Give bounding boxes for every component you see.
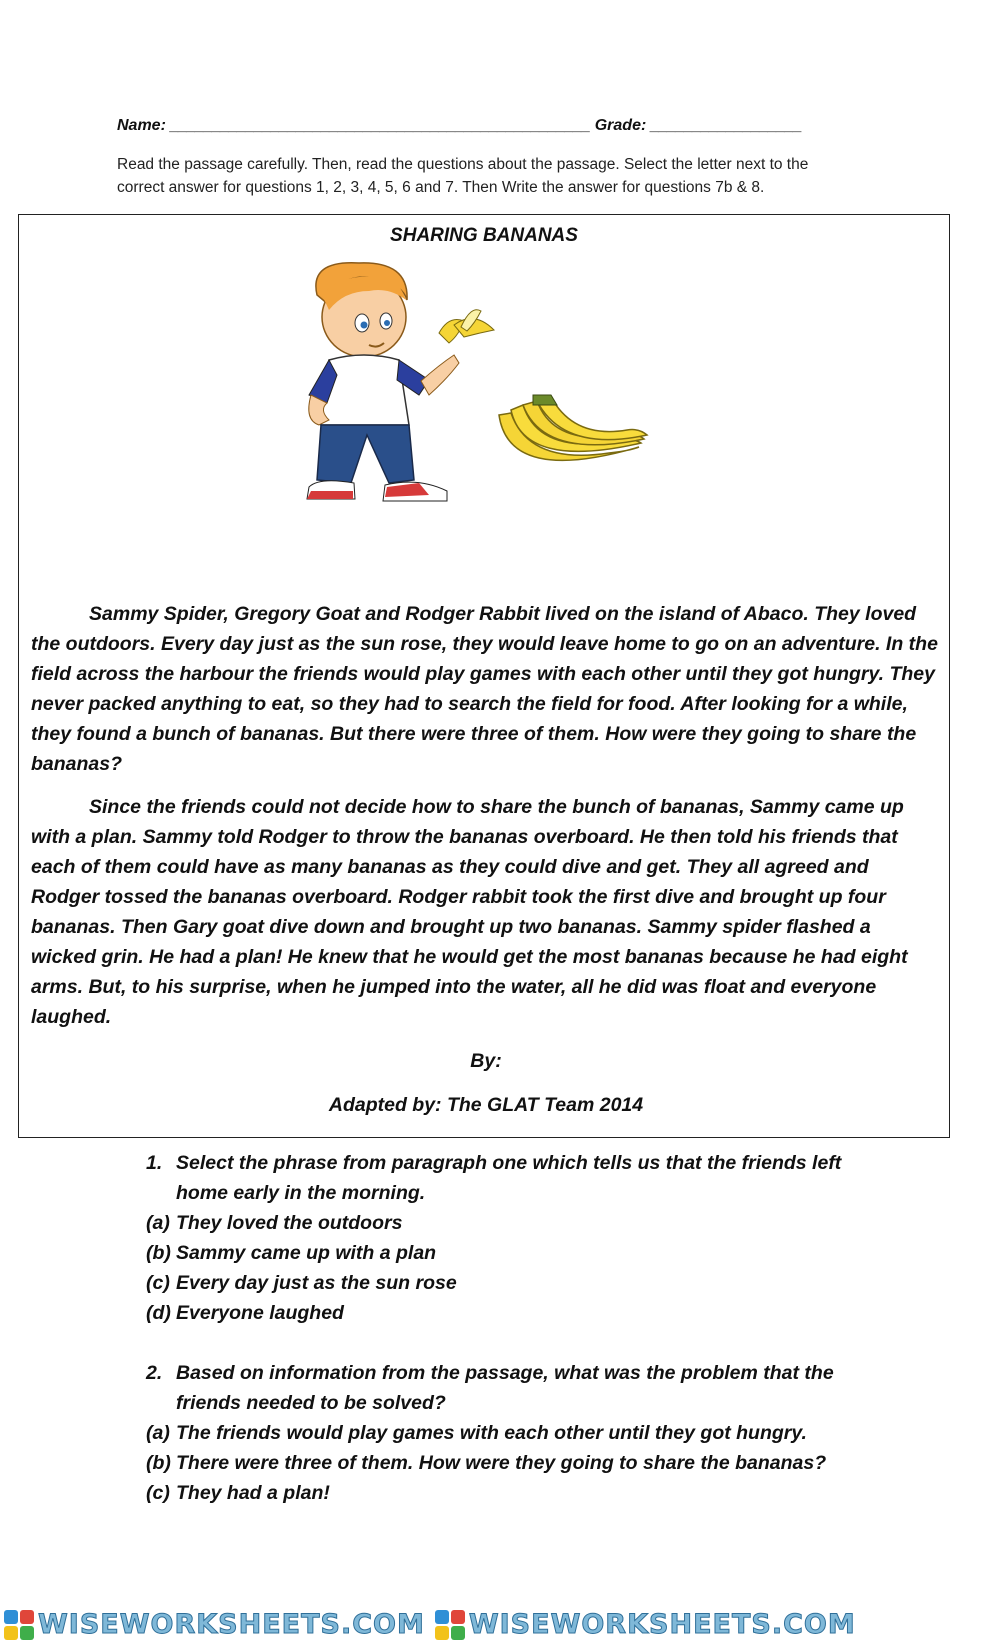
banana-bunch xyxy=(499,395,647,460)
logo-square xyxy=(435,1626,449,1640)
option-letter: (c) xyxy=(146,1272,170,1294)
boy-with-bananas-illustration xyxy=(289,255,709,515)
watermark xyxy=(435,1609,856,1640)
story-text xyxy=(31,599,941,1133)
adapted-by: Adapted by: The GLAT Team 2014 xyxy=(328,1094,644,1116)
instructions: Read the passage carefully. Then, read the questions about the passage. Select the letter next to the correct answer for questions 1, 2, 3, 4, 5, 6 and 7. Then Write the answer for questions 7b & 8. xyxy=(117,156,809,196)
option-letter: (a) xyxy=(146,1422,170,1444)
story-paragraph-2: Since the friends could not decide how to share the bunch of bananas, Sammy came up with a plan. Sammy told Rodger to throw the bananas overboard. He then told his friends that each of them could have as many bananas as they could dive and get. They all agreed and Rodger tossed the bananas overboard. Rodger rabbit took the first dive and brought up four bananas. Then Gary goat dive down and brought up two bananas. Sammy spider flashed a wicked grin. He had a plan! He knew that he would get the most bananas because he had eight arms. But, to his surprise, when he jumped into the water, all he did was float and everyone laughed. xyxy=(31,796,908,1028)
logo-square xyxy=(451,1626,465,1640)
option-letter: (b) xyxy=(146,1242,171,1264)
watermark xyxy=(4,1609,425,1640)
by-label: By: xyxy=(470,1050,502,1072)
question-stem xyxy=(146,1148,886,1208)
wiseworksheets-logo-icon xyxy=(4,1610,34,1640)
logo-square xyxy=(20,1610,34,1624)
logo-square xyxy=(4,1610,18,1624)
logo-square xyxy=(435,1610,449,1624)
passage-title: SHARING BANANAS xyxy=(390,225,578,246)
grade-label: Grade: xyxy=(594,117,647,134)
logo-square xyxy=(20,1626,34,1640)
option-text: Sammy came up with a plan xyxy=(176,1242,437,1264)
question-1 xyxy=(146,1148,886,1328)
question-text: Based on information from the passage, what was the problem that the friends needed to be solved? xyxy=(176,1362,834,1414)
option-text: Everyone laughed xyxy=(176,1302,344,1324)
wiseworksheets-logo-icon xyxy=(435,1610,465,1640)
option-letter: (a) xyxy=(146,1212,170,1234)
option-letter: (d) xyxy=(146,1302,171,1324)
answer-option[interactable] xyxy=(146,1238,886,1268)
answer-option[interactable] xyxy=(146,1448,886,1478)
header-line xyxy=(117,117,802,135)
watermark-text: WISEWORKSHEETS.COM xyxy=(468,1609,856,1640)
question-number: 1. xyxy=(146,1152,163,1174)
option-text: Every day just as the sun rose xyxy=(176,1272,457,1294)
question-number: 2. xyxy=(146,1362,163,1384)
passage-box xyxy=(18,214,950,1138)
option-text: The friends would play games with each other until they got hungry. xyxy=(176,1422,807,1444)
option-text: They loved the outdoors xyxy=(176,1212,403,1234)
option-letter: (b) xyxy=(146,1452,171,1474)
answer-option[interactable] xyxy=(146,1268,886,1298)
option-text: They had a plan! xyxy=(176,1482,330,1504)
watermark-footer xyxy=(0,1606,1000,1643)
name-label: Name: xyxy=(117,117,166,134)
name-field[interactable]: __________________________________________________ xyxy=(170,117,591,134)
option-text: There were three of them. How were they going to share the bananas? xyxy=(176,1452,827,1474)
questions-section xyxy=(146,1148,886,1538)
watermark-text: WISEWORKSHEETS.COM xyxy=(38,1609,425,1640)
answer-option[interactable] xyxy=(146,1298,886,1328)
question-2 xyxy=(146,1358,886,1508)
peeled-banana xyxy=(439,310,494,343)
logo-square xyxy=(4,1626,18,1640)
story-paragraph-1: Sammy Spider, Gregory Goat and Rodger Rabbit lived on the island of Abaco. They loved the outdoors. Every day just as the sun rose, they would leave home to go on an adventure. In the field across the harbour the friends would play games with each other until they got hungry. They never packed anything to eat, so they had to search the field for food. After looking for a while, they found a bunch of bananas. But there were three of them. How were they going to share the bananas? xyxy=(31,603,938,775)
question-stem xyxy=(146,1358,886,1418)
boy-figure xyxy=(307,263,459,501)
answer-option[interactable] xyxy=(146,1478,886,1508)
option-letter: (c) xyxy=(146,1482,170,1504)
logo-square xyxy=(451,1610,465,1624)
answer-option[interactable] xyxy=(146,1418,886,1448)
answer-option[interactable] xyxy=(146,1208,886,1238)
question-text: Select the phrase from paragraph one which tells us that the friends left home early in the morning. xyxy=(176,1152,842,1204)
grade-field[interactable]: __________________ xyxy=(650,117,802,134)
